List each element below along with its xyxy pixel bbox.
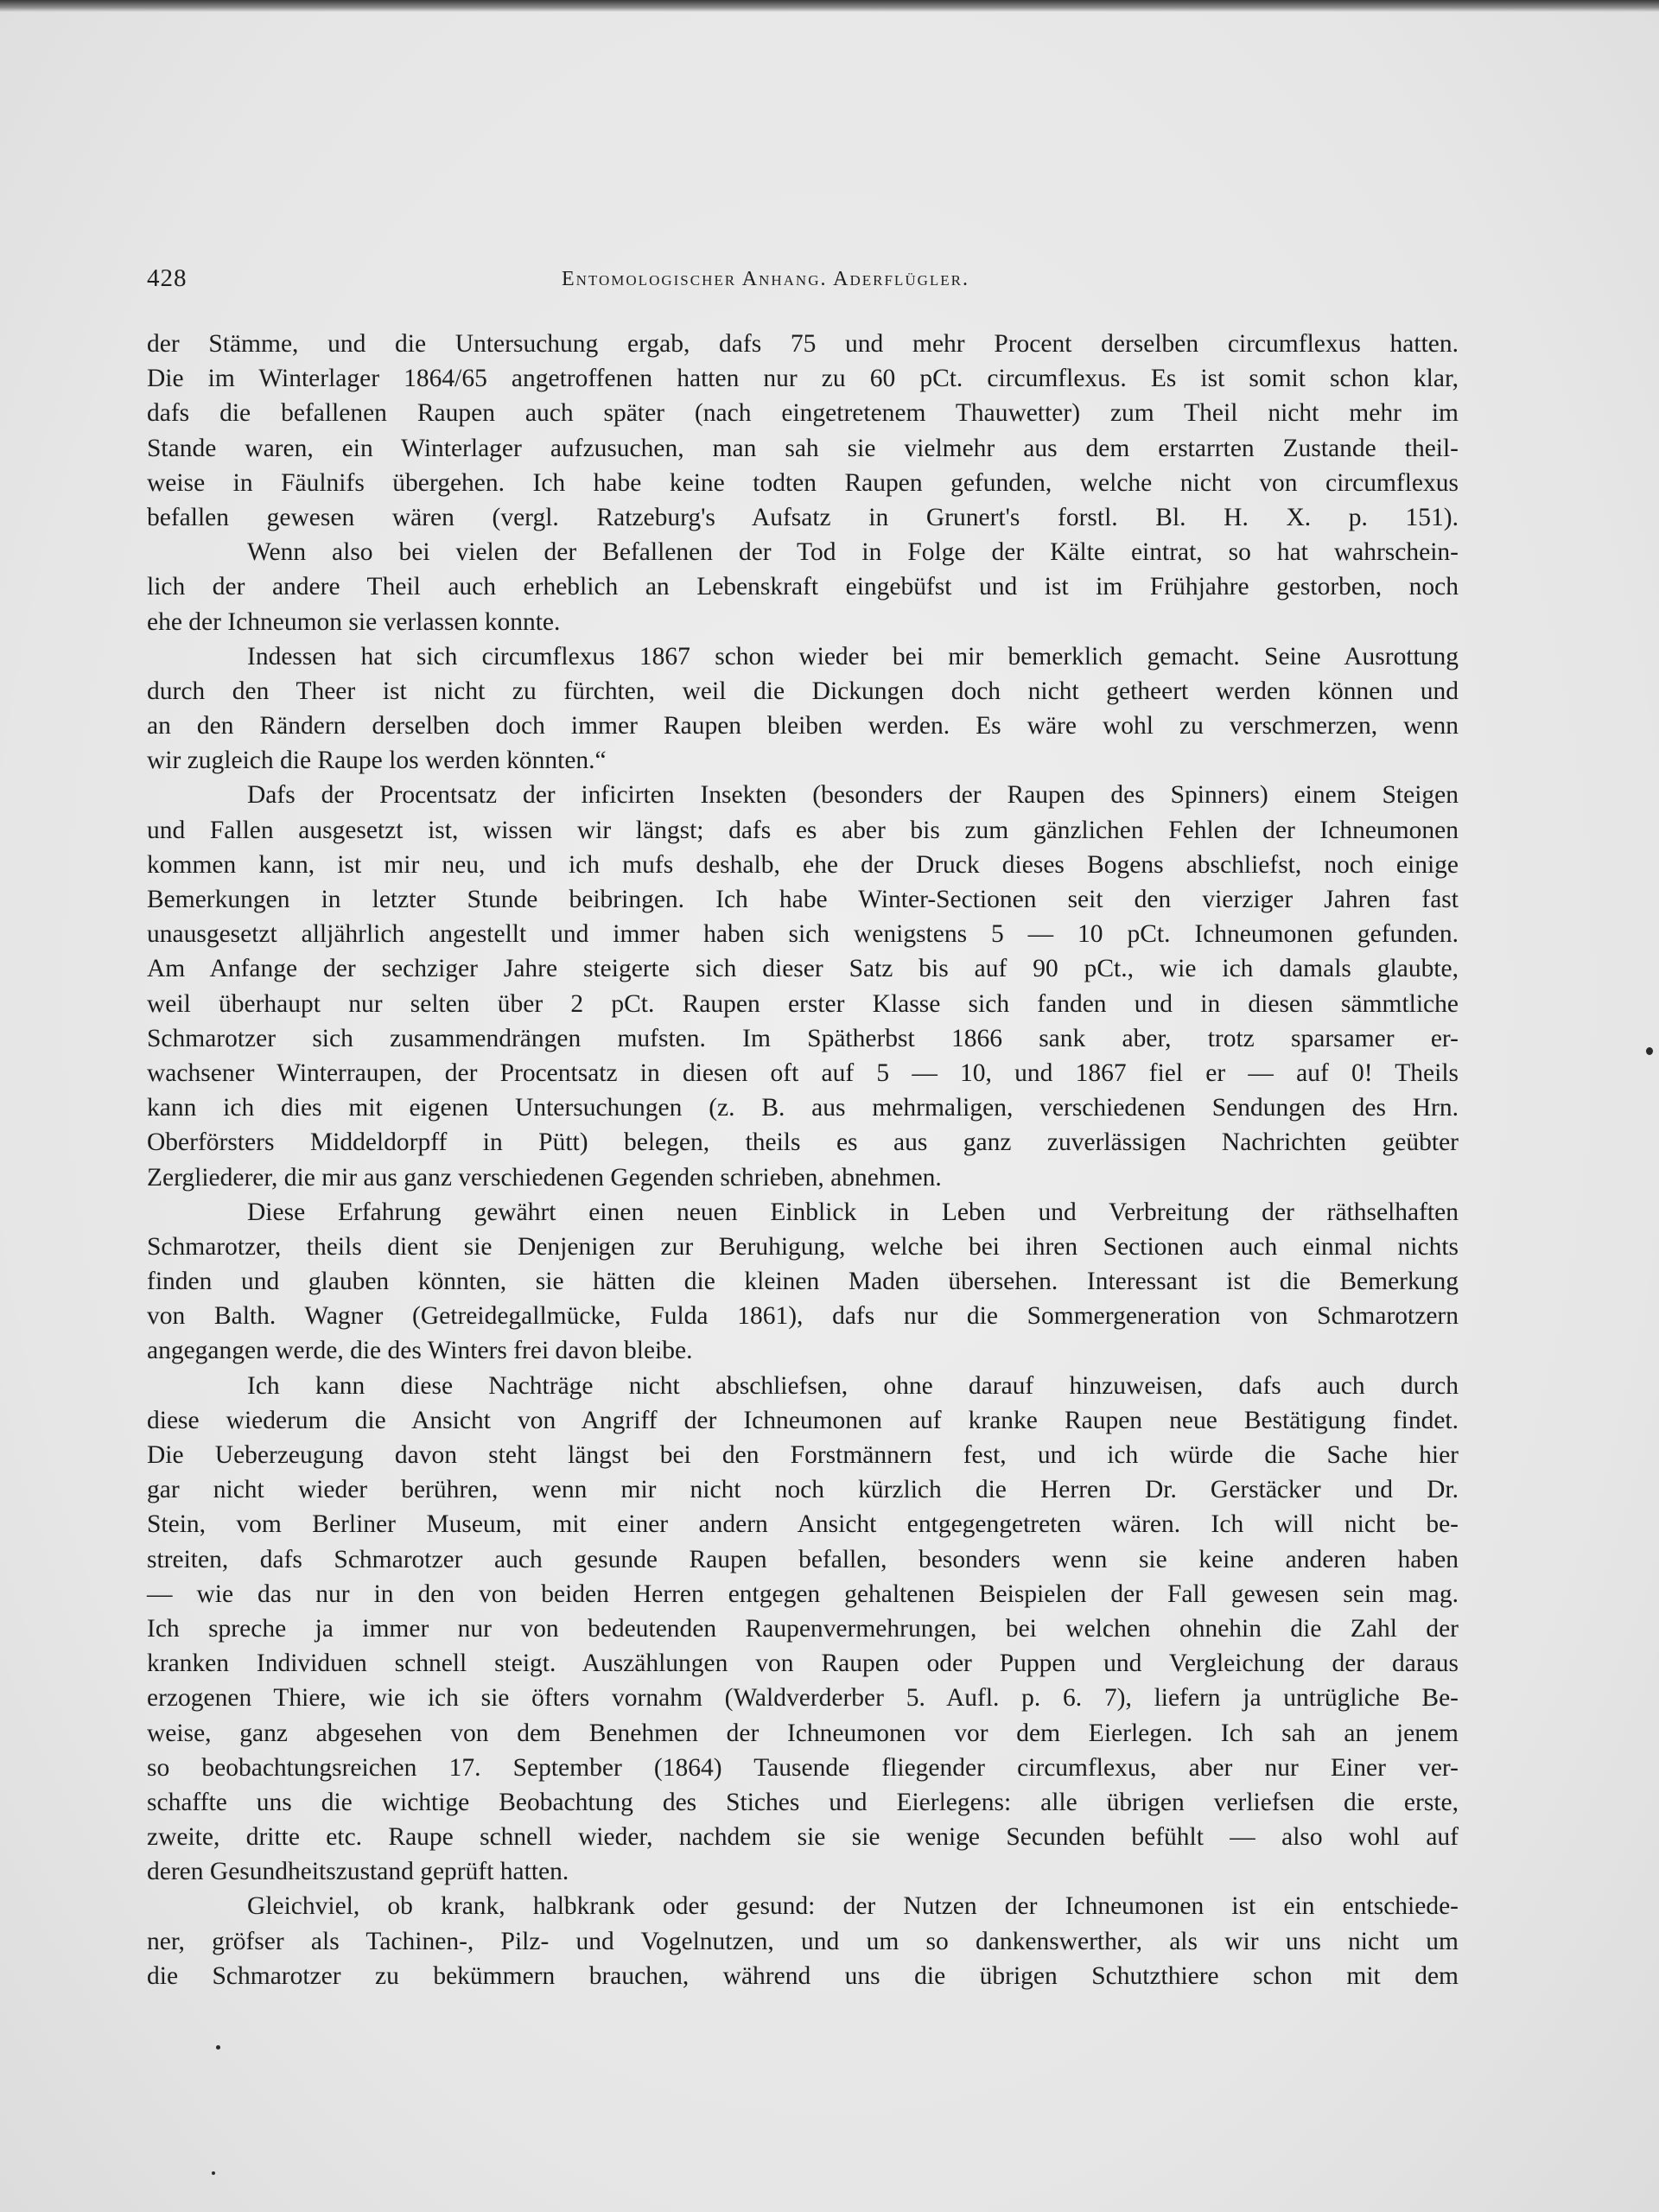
text-line: Dafs der Procentsatz der inficirten Insekten (besonders der Raupen des Spinners) einem Steigen xyxy=(247,781,1459,810)
text-line: die Schmarotzer zu bekümmern brauchen, während uns die übrigen Schutzthiere schon mit dem xyxy=(147,1961,1459,1990)
text-line: kommen kann, ist mir neu, und ich mufs deshalb, ehe der Druck dieses Bogens abschliefst, noch einige xyxy=(147,850,1459,879)
text-line: Am Anfange der sechziger Jahre steigerte sich dieser Satz bis auf 90 pCt., wie ich damals glaubte, xyxy=(147,955,1459,983)
text-line: deren Gesundheitszustand geprüft hatten. xyxy=(147,1858,569,1886)
ink-speck xyxy=(216,2045,220,2050)
text-line: Ich kann diese Nachträge nicht abschliefsen, ohne darauf hinzuweisen, dafs auch durch xyxy=(247,1371,1459,1400)
body-text xyxy=(147,327,1459,1993)
text-line: Zergliederer, die mir aus ganz verschiedenen Gegenden schrieben, abnehmen. xyxy=(147,1163,942,1192)
text-line: Stande waren, ein Winterlager aufzusuchen, man sah sie vielmehr aus dem erstarrten Zustande theil- xyxy=(147,434,1459,462)
text-line: wachsener Winterraupen, der Procentsatz in diesen oft auf 5 — 10, und 1867 fiel er — auf 0! Theils xyxy=(147,1058,1459,1087)
text-line: befallen gewesen wären (vergl. Ratzeburg's Aufsatz in Grunert's forstl. Bl. H. X. p. 151). xyxy=(147,503,1459,531)
text-line: angegangen werde, die des Winters frei davon bleibe. xyxy=(147,1337,693,1365)
text-line: schaffte uns die wichtige Beobachtung des Stiches und Eierlegens: alle übrigen verliefsen die erste, xyxy=(147,1788,1459,1816)
text-line: weil überhaupt nur selten über 2 pCt. Raupen erster Klasse sich fanden und in diesen sämmtliche xyxy=(147,989,1459,1018)
text-line: streiten, dafs Schmarotzer auch gesunde Raupen befallen, besonders wenn sie keine anderen haben xyxy=(147,1545,1459,1573)
text-line: Diese Erfahrung gewährt einen neuen Einblick in Leben und Verbreitung der räthselhaften xyxy=(247,1198,1459,1226)
text-line: Oberförsters Middeldorpff in Pütt) belegen, theils es aus ganz zuverlässigen Nachrichten geübter xyxy=(147,1128,1459,1157)
ink-speck xyxy=(212,2171,215,2175)
text-line: lich der andere Theil auch erheblich an Lebenskraft eingebüfst und ist im Frühjahre gestorben, noch xyxy=(147,573,1459,601)
text-line: unausgesetzt alljährlich angestellt und immer haben sich wenigstens 5 — 10 pCt. Ichneumonen gefunden. xyxy=(147,920,1459,949)
page-top-edge xyxy=(0,0,1659,12)
text-line: kranken Individuen schnell steigt. Auszählungen von Raupen oder Puppen und Vergleichung der daraus xyxy=(147,1649,1459,1678)
text-line: diese wiederum die Ansicht von Angriff der Ichneumonen auf kranke Raupen neue Bestätigung findet. xyxy=(147,1406,1459,1434)
text-line: finden und glauben könnten, sie hätten die kleinen Maden übersehen. Interessant ist die Bemerkung xyxy=(147,1268,1459,1296)
text-line: Bemerkungen in letzter Stunde beibringen. Ich habe Winter-Sectionen seit den vierziger Jahren fast xyxy=(147,886,1459,913)
text-line: zweite, dritte etc. Raupe schnell wieder, nachdem sie sie wenige Secunden befühlt — also wohl auf xyxy=(147,1823,1459,1852)
text-line: durch den Theer ist nicht zu fürchten, weil die Dickungen doch nicht getheert werden können und xyxy=(147,677,1459,705)
text-line: Ich spreche ja immer nur von bedeutenden Raupenvermehrungen, bei welchen ohnehin die Zahl der xyxy=(147,1614,1459,1643)
text-line: kann ich dies mit eigenen Untersuchungen (z. B. aus mehrmaligen, verschiedenen Sendungen des Hrn. xyxy=(147,1094,1459,1122)
text-line: Indessen hat sich circumflexus 1867 schon wieder bei mir bemerklich gemacht. Seine Ausrottung xyxy=(247,642,1459,671)
text-line: und Fallen ausgesetzt ist, wissen wir längst; dafs es aber bis zum gänzlichen Fehlen der Ichneumonen xyxy=(147,816,1459,844)
text-line: dafs die befallenen Raupen auch später (nach eingetretenem Thauwetter) zum Theil nicht mehr im xyxy=(147,399,1459,428)
text-line: an den Rändern derselben doch immer Raupen bleiben werden. Es wäre wohl zu verschmerzen, wenn xyxy=(147,712,1459,741)
text-line: — wie das nur in den von beiden Herren entgegen gehaltenen Beispielen der Fall gewesen sein mag. xyxy=(147,1580,1459,1608)
ink-speck xyxy=(1646,1047,1653,1055)
text-line: Stein, vom Berliner Museum, mit einer andern Ansicht entgegengetreten wären. Ich will nicht be- xyxy=(147,1510,1459,1539)
text-line: Schmarotzer, theils dient sie Denjenigen zur Beruhigung, welche bei ihren Sectionen auch einmal nichts xyxy=(147,1232,1459,1261)
text-line: Die Ueberzeugung davon steht längst bei den Forstmännern fest, und ich würde die Sache hier xyxy=(147,1441,1459,1469)
text-line: Die im Winterlager 1864/65 angetroffenen hatten nur zu 60 pCt. circumflexus. Es ist somit schon klar, xyxy=(147,365,1459,393)
text-line: der Stämme, und die Untersuchung ergab, dafs 75 und mehr Procent derselben circumflexus hatten. xyxy=(147,330,1459,358)
text-line: Schmarotzer sich zusammendrängen mufsten. Im Spätherbst 1866 sank aber, trotz sparsamer er- xyxy=(147,1024,1459,1052)
text-line: gar nicht wieder berühren, wenn mir nicht noch kürzlich die Herren Dr. Gerstäcker und Dr. xyxy=(147,1476,1459,1504)
text-line: ner, gröfser als Tachinen-, Pilz- und Vogelnutzen, und um so dankenswerther, als wir uns nicht um xyxy=(147,1927,1459,1955)
page-number: 428 xyxy=(147,264,188,292)
text-line: weise in Fäulnifs übergehen. Ich habe keine todten Raupen gefunden, welche nicht von circumflexus xyxy=(147,468,1459,497)
page-header xyxy=(147,264,1460,299)
text-line: ehe der Ichneumon sie verlassen konnte. xyxy=(147,607,561,636)
text-line: Gleichviel, ob krank, halbkrank oder gesund: der Nutzen der Ichneumonen ist ein entschiede- xyxy=(247,1892,1459,1921)
text-line: weise, ganz abgesehen von dem Benehmen der Ichneumonen vor dem Eierlegen. Ich sah an jenem xyxy=(147,1719,1459,1747)
text-line: erzogenen Thiere, wie ich sie öfters vornahm (Waldverderber 5. Aufl. p. 6. 7), liefern ja untrügliche Be- xyxy=(147,1684,1459,1713)
running-head: Entomologischer Anhang. Aderflügler. xyxy=(562,268,969,290)
text-line: von Balth. Wagner (Getreidegallmücke, Fulda 1861), dafs nur die Sommergeneration von Schmarotzern xyxy=(147,1302,1459,1331)
text-line: so beobachtungsreichen 17. September (1864) Tausende fliegender circumflexus, aber nur Einer ver- xyxy=(147,1753,1459,1782)
text-line: Wenn also bei vielen der Befallenen der Tod in Folge der Kälte eintrat, so hat wahrschein- xyxy=(247,538,1459,567)
text-line: wir zugleich die Raupe los werden könnten.“ xyxy=(147,747,607,775)
